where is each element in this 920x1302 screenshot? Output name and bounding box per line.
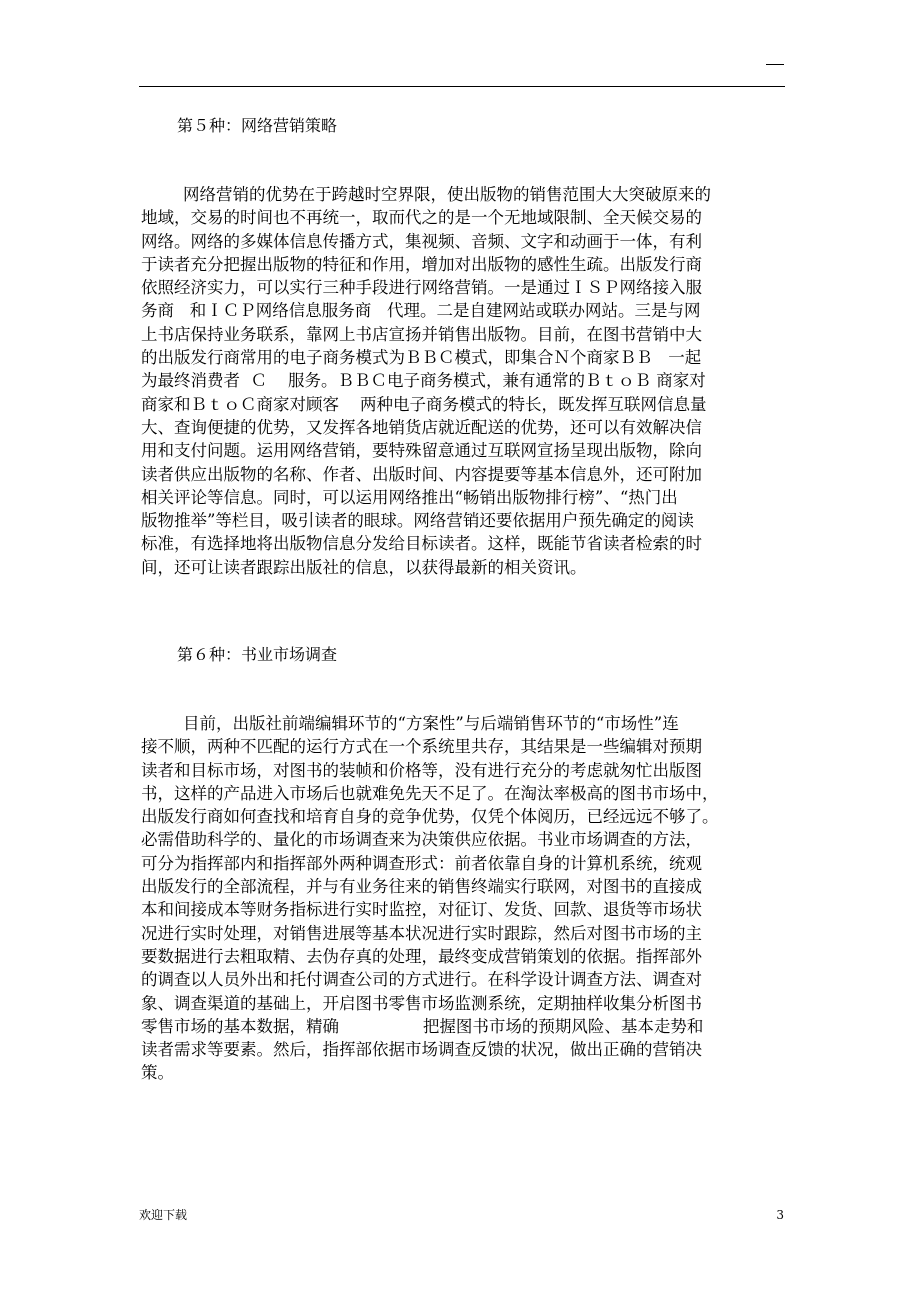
- section-6-heading: 第６种：书业市场调查: [177, 645, 338, 664]
- paragraph-line: 用和支付问题。运用网络营销，要特殊留意通过互联网宣扬呈现出版物，除向: [141, 441, 702, 461]
- section-5-heading: 第５种：网络营销策略: [177, 116, 338, 135]
- paragraph-line: 策。: [141, 1063, 174, 1083]
- paragraph-line: 间，还可让读者跟踪出版社的信息，以获得最新的相关资讯。: [141, 557, 587, 577]
- section-5-paragraph: [141, 183, 785, 579]
- paragraph-line: 接不顺，两种不匹配的运行方式在一个系统里共存，其结果是一些编辑对预期: [141, 737, 702, 757]
- paragraph-line: 零售市场的基本数据，精确 把握图书市场的预期风险、基本走势和: [141, 1016, 704, 1036]
- paragraph-line: 务商 和ＩＣＰ网络信息服务商 代理。二是自建网站或联办网站。三是与网: [141, 301, 701, 321]
- paragraph-line: 大、查询便捷的优势，又发挥各地销货店就近配送的优势，还可以有效解决信: [141, 417, 702, 437]
- paragraph-line: 必需借助科学的、量化的市场调查来为决策供应依据。书业市场调查的方法，: [141, 830, 702, 850]
- paragraph-line: 要数据进行去粗取精、去伪存真的处理，最终变成营销策划的依据。指挥部外: [141, 946, 702, 966]
- page-number: 3: [776, 1208, 784, 1222]
- paragraph-line: 读者供应出版物的名称、作者、出版时间、内容提要等基本信息外，还可附加: [141, 464, 702, 484]
- paragraph-line: 相关评论等信息。同时，可以运用网络推出“畅销出版物排行榜”、“热门出: [141, 487, 678, 507]
- footer-text: 欢迎下载: [139, 1208, 188, 1222]
- paragraph-line: 版物推举”等栏目，吸引读者的眼球。网络营销还要依据用户预先确定的阅读: [141, 511, 694, 531]
- paragraph-line: 为最终消费者 Ｃ 服务。ＢＢＣ电子商务模式，兼有通常的ＢｔｏＢ 商家对: [141, 371, 706, 391]
- paragraph-line: 的出版发行商常用的电子商务模式为ＢＢＣ模式，即集合Ｎ个商家ＢＢ 一起: [141, 348, 702, 368]
- header-mark: [766, 64, 784, 65]
- paragraph-line: 目前，出版社前端编辑环节的“方案性”与后端销售环节的“市场性”连: [141, 714, 679, 733]
- paragraph-line: 的调查以人员外出和托付调查公司的方式进行。在科学设计调查方法、调查对: [141, 970, 702, 990]
- paragraph-line: 标准，有选择地将出版物信息分发给目标读者。这样，既能节省读者检索的时: [141, 534, 702, 554]
- paragraph-line: 上书店保持业务联系，靠网上书店宣扬并销售出版物。目前，在图书营销中大: [141, 324, 702, 344]
- paragraph-line: 出版发行商如何查找和培育自身的竞争优势，仅凭个体阅历，已经远远不够了。: [141, 807, 719, 827]
- paragraph-line: 网络。网络的多媒体信息传播方式，集视频、音频、文字和动画于一体，有利: [141, 231, 702, 251]
- paragraph-line: 本和间接成本等财务指标进行实时监控，对征订、发货、回款、退货等市场状: [141, 900, 702, 920]
- paragraph-line: 地域，交易的时间也不再统一，取而代之的是一个无地域限制、全天候交易的: [141, 208, 702, 228]
- paragraph-line: 书，这样的产品进入市场后也就难免先天不足了。在淘汰率极高的图书市场中，: [141, 783, 719, 803]
- paragraph-line: 网络营销的优势在于跨越时空界限，使出版物的销售范围大大突破原来的: [141, 185, 711, 204]
- section-6-paragraph: [141, 712, 785, 1085]
- paragraph-line: 可分为指挥部内和指挥部外两种调查形式：前者依靠自身的计算机系统，统观: [141, 853, 702, 873]
- header-rule: [139, 86, 785, 87]
- paragraph-line: 读者和目标市场，对图书的装帧和价格等，没有进行充分的考虑就匆忙出版图: [141, 760, 702, 780]
- paragraph-line: 依照经济实力，可以实行三种手段进行网络营销。一是通过ＩＳＰ网络接入服: [141, 278, 702, 298]
- paragraph-line: 出版发行的全部流程，并与有业务往来的销售终端实行联网，对图书的直接成: [141, 877, 702, 897]
- paragraph-line: 于读者充分把握出版物的特征和作用，增加对出版物的感性生疏。出版发行商: [141, 254, 702, 274]
- paragraph-line: 象、调查渠道的基础上，开启图书零售市场监测系统，定期抽样收集分析图书: [141, 993, 702, 1013]
- paragraph-line: 读者需求等要素。然后，指挥部依据市场调查反馈的状况，做出正确的营销决: [141, 1040, 702, 1060]
- paragraph-line: 商家和ＢｔｏＣ商家对顾客 两种电子商务模式的特长，既发挥互联网信息量: [141, 394, 707, 414]
- paragraph-line: 况进行实时处理，对销售进展等基本状况进行实时跟踪，然后对图书市场的主: [141, 923, 702, 943]
